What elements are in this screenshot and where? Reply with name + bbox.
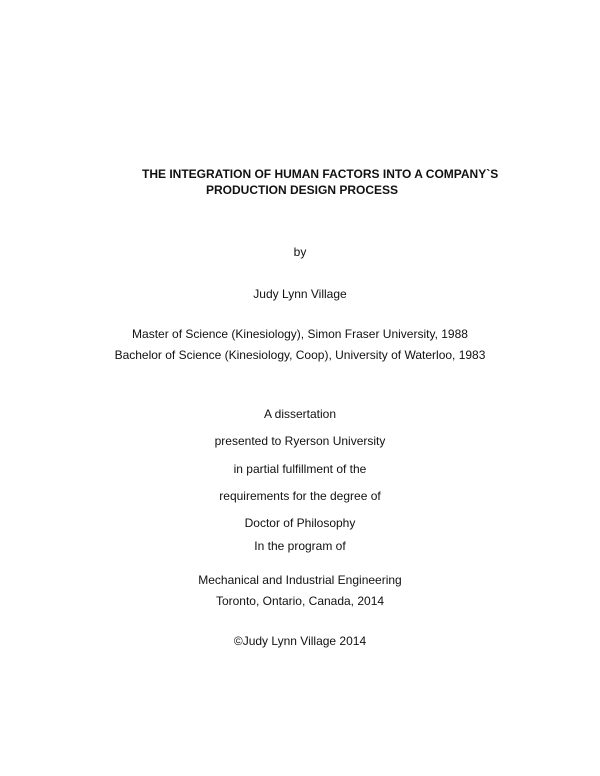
by-label: by <box>293 245 307 259</box>
submission-line-6: In the program of <box>254 539 346 553</box>
program-name: Mechanical and Industrial Engineering <box>198 573 402 587</box>
submission-line-2: presented to Ryerson University <box>214 434 386 448</box>
submission-line-3: in partial fulfillment of the <box>233 462 367 476</box>
thesis-title-line-2: PRODUCTION DESIGN PROCESS <box>206 183 399 197</box>
submission-line-1: A dissertation <box>263 407 337 421</box>
location-year: Toronto, Ontario, Canada, 2014 <box>215 594 385 608</box>
submission-line-5: Doctor of Philosophy <box>244 516 356 530</box>
copyright-notice: ©Judy Lynn Village 2014 <box>233 634 367 648</box>
author-name: Judy Lynn Village <box>253 287 347 301</box>
submission-line-4: requirements for the degree of <box>219 489 381 503</box>
degree-bachelors: Bachelor of Science (Kinesiology, Coop), University of Waterloo, 1983 <box>114 348 486 362</box>
thesis-title-line-1: THE INTEGRATION OF HUMAN FACTORS INTO A COMPANY`S <box>142 167 499 181</box>
degree-masters: Master of Science (Kinesiology), Simon Fraser University, 1988 <box>132 327 468 341</box>
